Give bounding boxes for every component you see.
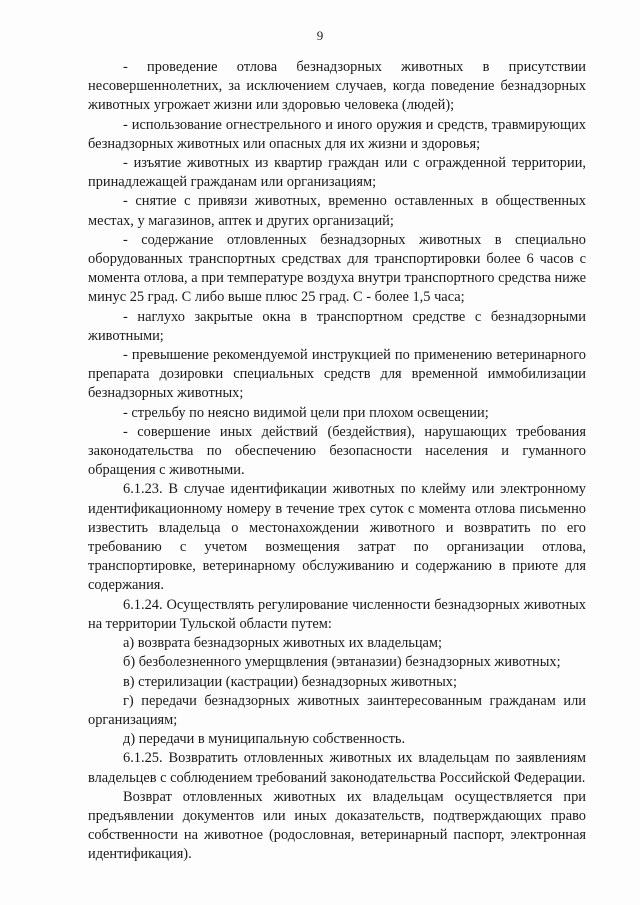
list-item: д) передачи в муниципальную собственность. bbox=[123, 731, 406, 748]
paragraph: - превышение рекомендуемой инструкцией по применению ветеринарного препарата дозировки специальных средств для временной иммобилизации безнадзорных животных; bbox=[88, 347, 586, 402]
paragraph: - снятие с привязи животных, временно оставленных в общественных местах, у магазинов, аптек и других организаций; bbox=[88, 193, 586, 229]
paragraph: - совершение иных действий (бездействия), нарушающих требования законодательства по обеспечению безопасности населения и гуманного обращения с животными. bbox=[88, 423, 586, 479]
document-body bbox=[88, 58, 586, 865]
paragraph: - наглухо закрытые окна в транспортном средстве с безнадзорными животными; bbox=[88, 308, 586, 344]
paragraph: 6.1.23. В случае идентификации животных по клейму или электронному идентификационному номеру в течение трех суток с момента отлова письменно известить владельца о местонахождении животного и возвратить по его требованию с учетом возмещения затрат по организации отлова, транспортировке, ветеринарному обслуживанию и содержанию в приюте для содержания. bbox=[88, 481, 586, 594]
list-item: г) передачи безнадзорных животных заинтересованным гражданам или организациям; bbox=[88, 692, 586, 728]
page-number: 9 bbox=[316, 28, 324, 43]
paragraph: - изъятие животных из квартир граждан или с огражденной территории, принадлежащей гражданам или организациям; bbox=[88, 155, 586, 191]
paragraph: - стрельбу по неясно видимой цели при плохом освещении; bbox=[123, 404, 489, 421]
paragraph: - проведение отлова безнадзорных животных в присутствии несовершеннолетних, за исключением случаев, когда поведение безнадзорных животных угрожает жизни или здоровью человека (людей); bbox=[88, 59, 586, 114]
list-item: а) возврата безнадзорных животных их владельцам; bbox=[123, 635, 443, 652]
paragraph: Возврат отловленных животных их владельцам осуществляется при предъявлении документов или иных доказательств, подтверждающих право собственности на животное (родословная, ветеринарный паспорт, электронная идентификация). bbox=[88, 788, 586, 863]
list-item: б) безболезненного умерщвления (эвтаназии) безнадзорных животных; bbox=[123, 654, 561, 671]
paragraph: 6.1.24. Осуществлять регулирование численности безнадзорных животных на территории Тульской области путем: bbox=[88, 596, 586, 632]
paragraph: - использование огнестрельного и иного оружия и средств, травмирующих безнадзорных животных или опасных для их жизни и здоровья; bbox=[88, 116, 586, 152]
paragraph: - содержание отловленных безнадзорных животных в специально оборудованных транспортных средствах для транспортировки более 6 часов с момента отлова, а при температуре воздуха внутри транспортного средства ниже минус 25 град. С либо выше плюс 25 град. С - более 1,5 часа; bbox=[88, 231, 586, 306]
list-item: в) стерилизации (кастрации) безнадзорных животных; bbox=[123, 673, 457, 690]
paragraph: 6.1.25. Возвратить отловленных животных их владельцам по заявлениям владельцев с соблюдением требований законодательства Российской Федерации. bbox=[88, 750, 586, 786]
